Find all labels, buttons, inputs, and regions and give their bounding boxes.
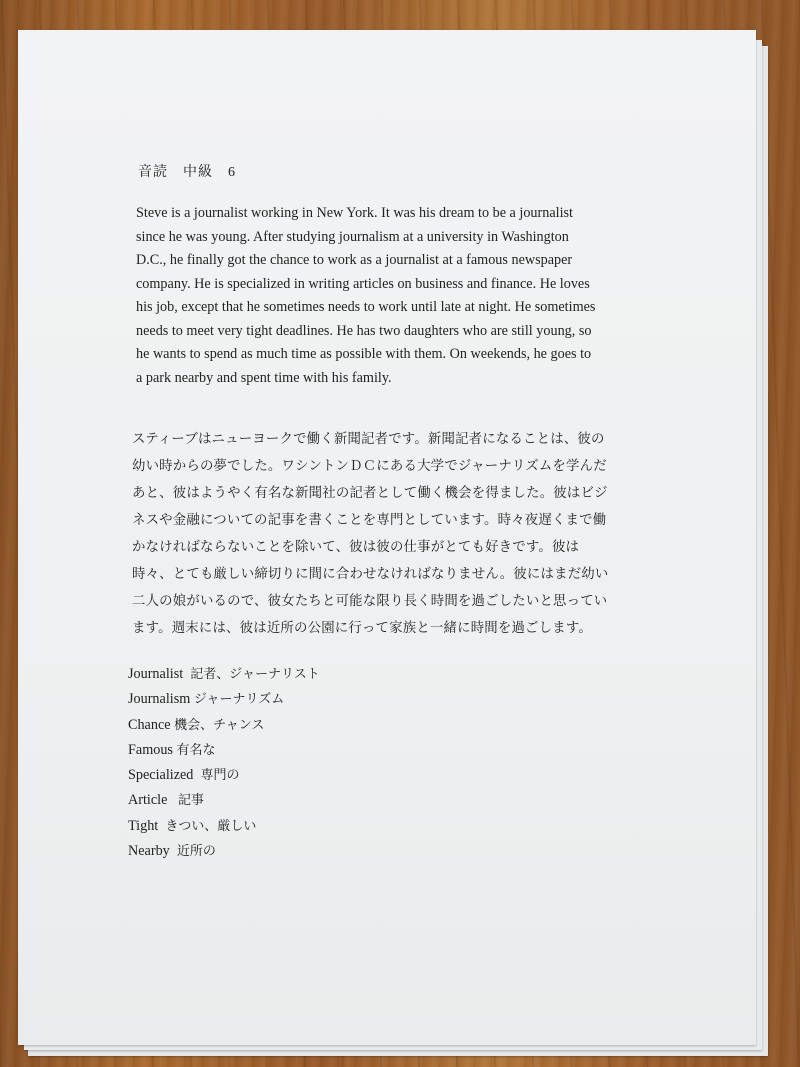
- english-line: Steve is a journalist working in New York. It was his dream to be a journalist: [136, 205, 573, 221]
- vocabulary-item: [128, 763, 320, 788]
- vocabulary-item: [128, 662, 320, 687]
- vocab-english: Tight: [128, 817, 159, 834]
- english-line: D.C., he finally got the chance to work as a journalist at a famous newspaper: [136, 252, 573, 268]
- vocabulary-item: [128, 713, 320, 738]
- english-line: he wants to spend as much time as possible with them. On weekends, he goes to: [136, 346, 592, 362]
- vocabulary-list: [128, 662, 320, 864]
- vocab-japanese: 記事: [178, 793, 205, 809]
- vocabulary-item: [128, 687, 320, 712]
- vocab-japanese: きつい、厳しい: [165, 818, 257, 834]
- vocab-japanese: 有名な: [176, 742, 216, 758]
- english-line: his job, except that he sometimes needs to work until late at night. He sometimes: [136, 299, 596, 315]
- english-line: a park nearby and spent time with his family.: [136, 369, 392, 386]
- vocab-english: Chance: [128, 716, 171, 733]
- japanese-line: 二人の娘がいるので、彼女たちと可能な限り長く時間を過ごしたいと思ってい: [132, 594, 608, 609]
- page-title: 音読 中級 6: [138, 165, 236, 180]
- vocab-english: Article: [128, 792, 168, 809]
- japanese-passage: [132, 426, 652, 642]
- vocabulary-item: [128, 788, 320, 813]
- paper-sheet: [18, 30, 756, 1045]
- vocabulary-item: [128, 814, 320, 839]
- vocab-english: Famous: [128, 741, 173, 758]
- english-line: company. He is specialized in writing articles on business and finance. He loves: [136, 275, 590, 292]
- vocab-english: Nearby: [128, 843, 170, 860]
- vocab-english: Journalist: [128, 666, 184, 682]
- japanese-line: あと、彼はようやく有名な新聞社の記者として働く機会を得ました。彼はビジ: [132, 486, 608, 501]
- japanese-line: かなければならないことを除いて、彼は彼の仕事がとても好きです。彼は: [132, 540, 580, 555]
- vocab-japanese: 記者、ジャーナリスト: [190, 667, 320, 682]
- vocab-japanese: 機会、チャンス: [174, 717, 265, 733]
- vocab-japanese: 近所の: [176, 844, 216, 860]
- japanese-line: 時々、とても厳しい締切りに間に合わせなければなりません。彼にはまだ幼い: [132, 567, 609, 582]
- vocabulary-item: [128, 738, 320, 763]
- vocab-japanese: 専門の: [200, 768, 240, 784]
- document-content: [18, 30, 756, 1045]
- vocab-english: Journalism: [128, 691, 191, 708]
- japanese-line: 幼い時からの夢でした。ワシントンＤＣにある大学でジャーナリズムを学んだ: [132, 459, 607, 474]
- japanese-line: ます。週末には、彼は近所の公園に行って家族と一緒に時間を過ごします。: [132, 621, 592, 636]
- english-line: since he was young. After studying journalism at a university in Washington: [136, 228, 569, 245]
- english-passage: [136, 202, 656, 390]
- japanese-line: スティーブはニューヨークで働く新聞記者です。新聞記者になることは、彼の: [132, 432, 605, 447]
- vocabulary-item: [128, 839, 320, 864]
- vocab-english: Specialized: [128, 767, 194, 784]
- vocab-japanese: ジャーナリズム: [193, 692, 285, 708]
- japanese-line: ネスや金融についての記事を書くことを専門としています。時々夜遅くまで働: [132, 513, 607, 528]
- english-line: needs to meet very tight deadlines. He has two daughters who are still young, so: [136, 322, 592, 339]
